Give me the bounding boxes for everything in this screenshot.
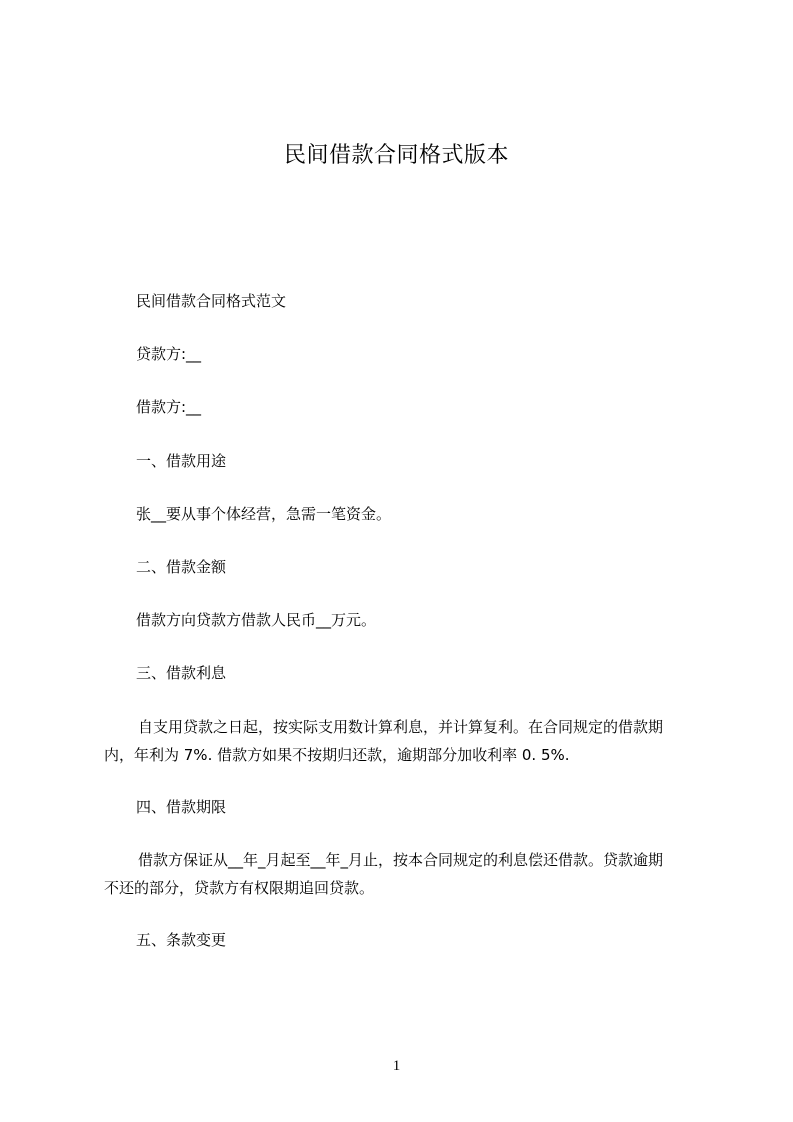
interest-text-line-2: 内，年利为 7%. 借款方如果不按期归还款，逾期部分加收利率 0. 5%. — [104, 746, 570, 764]
section-text-purpose: 张__要从事个体经营，急需一笔资金。 — [136, 505, 392, 523]
page-number: 1 — [392, 1058, 401, 1074]
lender-line: 贷款方:__ — [136, 345, 202, 363]
section-heading-interest: 三、借款利息 — [136, 664, 227, 682]
section-heading-changes: 五、条款变更 — [136, 931, 227, 949]
interest-text-line-1: 自支用贷款之日起，按实际支用数计算利息，并计算复利。在合同规定的借款期 — [138, 718, 664, 736]
section-text-term — [104, 846, 704, 902]
term-text-line-1: 借款方保证从__年_月起至__年_月止，按本合同规定的利息偿还借款。贷款逾期 — [138, 851, 664, 869]
document-title: 民间借款合同格式版本 — [283, 143, 509, 168]
section-text-interest — [104, 713, 704, 769]
section-heading-purpose: 一、借款用途 — [136, 452, 227, 470]
section-heading-amount: 二、借款金额 — [136, 558, 227, 576]
term-text-line-2: 不还的部分，贷款方有权限期追回贷款。 — [104, 879, 375, 897]
borrower-line: 借款方:__ — [136, 398, 202, 416]
section-heading-term: 四、借款期限 — [136, 798, 227, 816]
section-text-amount: 借款方向贷款方借款人民币__万元。 — [136, 611, 377, 629]
document-subtitle: 民间借款合同格式范文 — [136, 292, 287, 310]
